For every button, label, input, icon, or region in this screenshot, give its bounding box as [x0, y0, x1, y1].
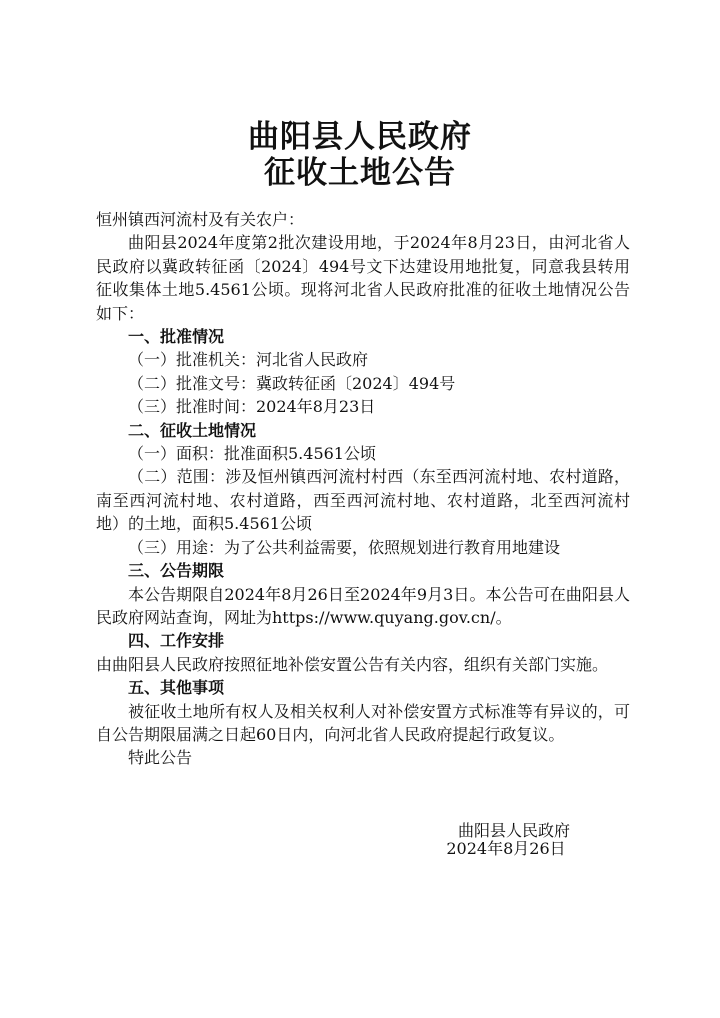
section3-text: 本公告期限自2024年8月26日至2024年9月3日。本公告可在曲阳县人民政府网站查询，网址为https://www.quyang.gov.cn/。: [96, 584, 630, 627]
intro-paragraph: 曲阳县2024年度第2批次建设用地，于2024年8月23日，由河北省人民政府以冀政转征函〔2024〕494号文下达建设用地批复，同意我县转用征收集体土地5.4561公顷。现将河北省人民政府批准的征收土地情况公告如下：: [96, 233, 630, 323]
section4-heading: 四、工作安排: [128, 631, 225, 651]
signature-org: 曲阳县人民政府: [457, 821, 570, 840]
section4-text: 由曲阳县人民政府按照征地补偿安置公告有关内容，组织有关部门实施。: [96, 654, 609, 674]
signature-date: 2024年8月26日: [446, 839, 566, 858]
salutation: 恒州镇西河流村及有关农户：: [96, 210, 305, 229]
document-title-line1: 曲阳县人民政府: [248, 119, 472, 155]
closing-text: 特此公告: [128, 748, 193, 768]
document-title-line2: 征收土地公告: [264, 155, 456, 191]
section1-item-document-number: （二）批准文号：冀政转征函〔2024〕494号: [128, 373, 456, 393]
section2-item-area: （一）面积：批准面积5.4561公顷: [128, 444, 376, 464]
section1-item-authority: （一）批准机关：河北省人民政府: [128, 350, 369, 370]
document-body: [96, 208, 630, 770]
section2-item-purpose: （三）用途：为了公共利益需要，依照规划进行教育用地建设: [128, 537, 561, 557]
section1-heading: 一、批准情况: [128, 327, 225, 347]
section2-heading: 二、征收土地情况: [128, 420, 257, 440]
section1-item-approval-date: （三）批准时间：2024年8月23日: [128, 397, 376, 417]
section5-heading: 五、其他事项: [128, 678, 225, 698]
section5-text: 被征收土地所有权人及相关权利人对补偿安置方式标准等有异议的，可自公告期限届满之日起60日内，向河北省人民政府提起行政复议。: [96, 701, 630, 744]
section2-item-scope: （二）范围：涉及恒州镇西河流村村西（东至西河流村地、农村道路，南至西河流村地、农村道路，西至西河流村地、农村道路，北至西河流村地）的土地，面积5.4561公顷: [96, 467, 630, 534]
section3-heading: 三、公告期限: [128, 561, 225, 581]
